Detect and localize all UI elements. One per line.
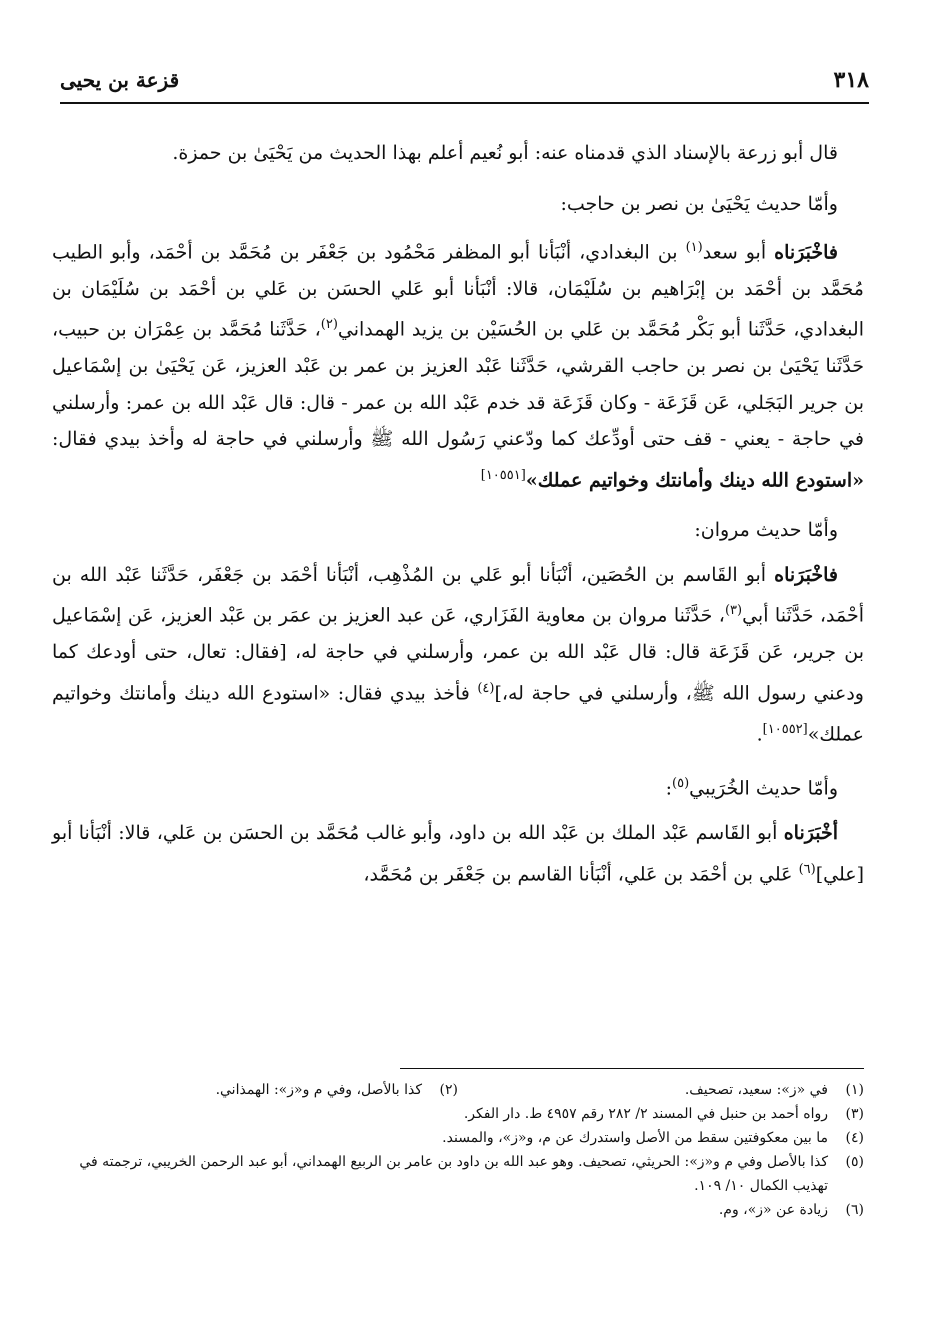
footnote-text: كذا بالأصل، وفي م و«ز»: الهمذاني. xyxy=(215,1082,422,1098)
paragraph-7 xyxy=(52,815,864,892)
footnote-ref: (٤) xyxy=(477,680,495,696)
footnote-number: (٥) xyxy=(845,1154,864,1170)
footnote-3 xyxy=(52,1102,864,1126)
paragraph-3 xyxy=(52,230,864,498)
footnote-row xyxy=(52,1078,864,1102)
footnote-ref: (٦) xyxy=(798,861,816,877)
page-header xyxy=(60,60,869,100)
footnote-number: (١) xyxy=(845,1082,864,1098)
footnote-text: في «ز»: سعيد، تصحيف. xyxy=(684,1082,828,1098)
footnote-number: (٢) xyxy=(439,1082,458,1098)
text-run: أبو القَاسم بن الحُصَين، أنْبَأنا أبو عَلي بن المُذْهِب، أنْبَأنا أحْمَد بن جَعْفَر، حَدَّثَنا عَبْد الله بن أحْمَد، حَدَّثَنا أبي xyxy=(52,563,865,627)
footnote-4 xyxy=(52,1126,864,1150)
footnote-1 xyxy=(458,1078,864,1102)
text-run: : xyxy=(665,777,673,800)
section-heading-khuraybi xyxy=(52,766,864,807)
text-run: فأخذ بيدي فقال: «استودع الله دينك وأمانتك وخواتيم عملك» xyxy=(52,682,864,745)
text-run: بن البغدادي، أنْبَأنا أبو المظفر مَحْمُود بن جَعْفَر بن مُحَمَّد بن أحْمَد، وأبو الطيب مُحَمَّد بن أحْمَد بن إبْرَاهيم بن سُلَيْمَان، قالا: أنْبَأنا أبو عَلي الحسَن بن عَلي بن أحْمَد بن سُلَيْمَان بن البغدادي، حَدَّثَنا أبو بَكْر مُحَمَّد بن عَلي بن الحُسَيْن بن يزيد الهمداني xyxy=(52,241,864,341)
section-heading-marwan: وأمّا حديث مروان: xyxy=(694,519,838,542)
text-run: أبو القَاسم عَبْد الملك بن عَبْد الله بن داود، وأبو غالب مُحَمَّد بن الحسَن بن عَلي، قالا: أنْبَأنا أبو [علي] xyxy=(52,822,864,886)
paragraph-5 xyxy=(52,557,864,752)
footnote-text: زيادة عن «ز»، وم. xyxy=(718,1202,828,1218)
footnote-separator xyxy=(400,1068,864,1069)
footnote-ref: (٢) xyxy=(320,317,338,333)
text-run: أبو سعد xyxy=(702,241,767,264)
footnote-number: (٤) xyxy=(845,1130,864,1146)
footnotes xyxy=(52,1078,864,1222)
text-run: ، حَدَّثَنا مُحَمَّد بن عِمْرَان بن حبيب، حَدَّثَنا يَحْيَىٰ بن نصر بن حاجب القرشي، حَدَّثَنا عَبْد العزيز بن عمر بن عَبْد العزيز، عَن يَحْيَىٰ بن إسْمَاعيل بن جرير البَجَلي، عَن قَزَعَة - وكان قَزَعَة قد خدم عَبْد الله بن عمر - قال: قال عَبْد الله بن عمر: وأرسلني في حاجة - يعني - قف حتى أودِّعك كما ودّعني رَسُول الله ﷺ وأرسلني في حاجة له وأخذ بيدي فقال: xyxy=(52,318,864,451)
footnote-text: ما بين معكوفتين سقط من الأصل واستدرك عن م، و«ز»، والمسند. xyxy=(442,1130,828,1146)
running-title: قزعة بن يحيى xyxy=(60,68,180,92)
footnote-ref: (٥) xyxy=(672,776,690,792)
text-run: . xyxy=(756,722,763,745)
isnad-lead: فاخْبَرَناه xyxy=(774,563,838,586)
isnad-lead: أخْبَرَناه xyxy=(783,822,838,845)
footnote-ref: (٣) xyxy=(724,603,743,619)
isnad-lead: فاخْبَرَناه xyxy=(774,241,838,264)
text-run: ، حَدَّثَنا مروان بن معاوية الفَزَاري، عَن عبد العزيز بن عمَر بن عَبْد العزيز، عَن إسْمَاعيل بن جرير، عَن قَزَعَة قال: قال عَبْد الله بن عمر، وأرسلني في حاجة له، [فقال: تعال، حتى أودعك كما ودعني رسول الله ﷺ، وأرسلني في حاجة له،] xyxy=(52,604,864,705)
hadith-number: [١٠٥٥٢] xyxy=(762,721,808,737)
section-heading-yahya: وأمّا حديث يَحْيَىٰ بن نصر بن حاجب: xyxy=(560,192,838,215)
header-rule xyxy=(60,102,869,104)
main-text xyxy=(52,135,864,907)
footnote-text: كذا بالأصل وفي م و«ز»: الحريثي، تصحيف. وهو عبد الله بن داود بن عامر بن الربيع الهمداني، أبو عبد الرحمن الخريبي، ترجمته في تهذيب الكمال ١٠/ ١٠٩. xyxy=(79,1154,828,1194)
text-run: وأمّا حديث الخُرَيبي xyxy=(689,777,838,800)
paragraph-1: قال أبو زرعة بالإسناد الذي قدمناه عنه: أبو نُعيم أعلم بهذا الحديث من يَحْيَىٰ بن حمزة. xyxy=(172,142,838,164)
footnote-ref: (١) xyxy=(685,240,703,255)
footnote-6 xyxy=(52,1198,864,1222)
page-number: ٣١٨ xyxy=(833,67,869,93)
footnote-text: رواه أحمد بن حنبل في المسند ٢/ ٢٨٢ رقم ٤٩٥٧ ط. دار الفكر. xyxy=(463,1106,828,1122)
footnote-number: (٦) xyxy=(845,1202,864,1218)
hadith-text: «استودع الله دينك وأمانتك وخواتيم عملك» xyxy=(525,468,864,491)
footnote-5 xyxy=(52,1150,864,1198)
text-run: عَلي بن أحْمَد بن عَلي، أنْبَأنا القاسم بن جَعْفَر بن مُحَمَّد، xyxy=(363,863,793,886)
hadith-number: [١٠٥٥١] xyxy=(480,467,526,483)
footnote-2 xyxy=(52,1078,458,1102)
footnote-number: (٣) xyxy=(845,1106,864,1122)
